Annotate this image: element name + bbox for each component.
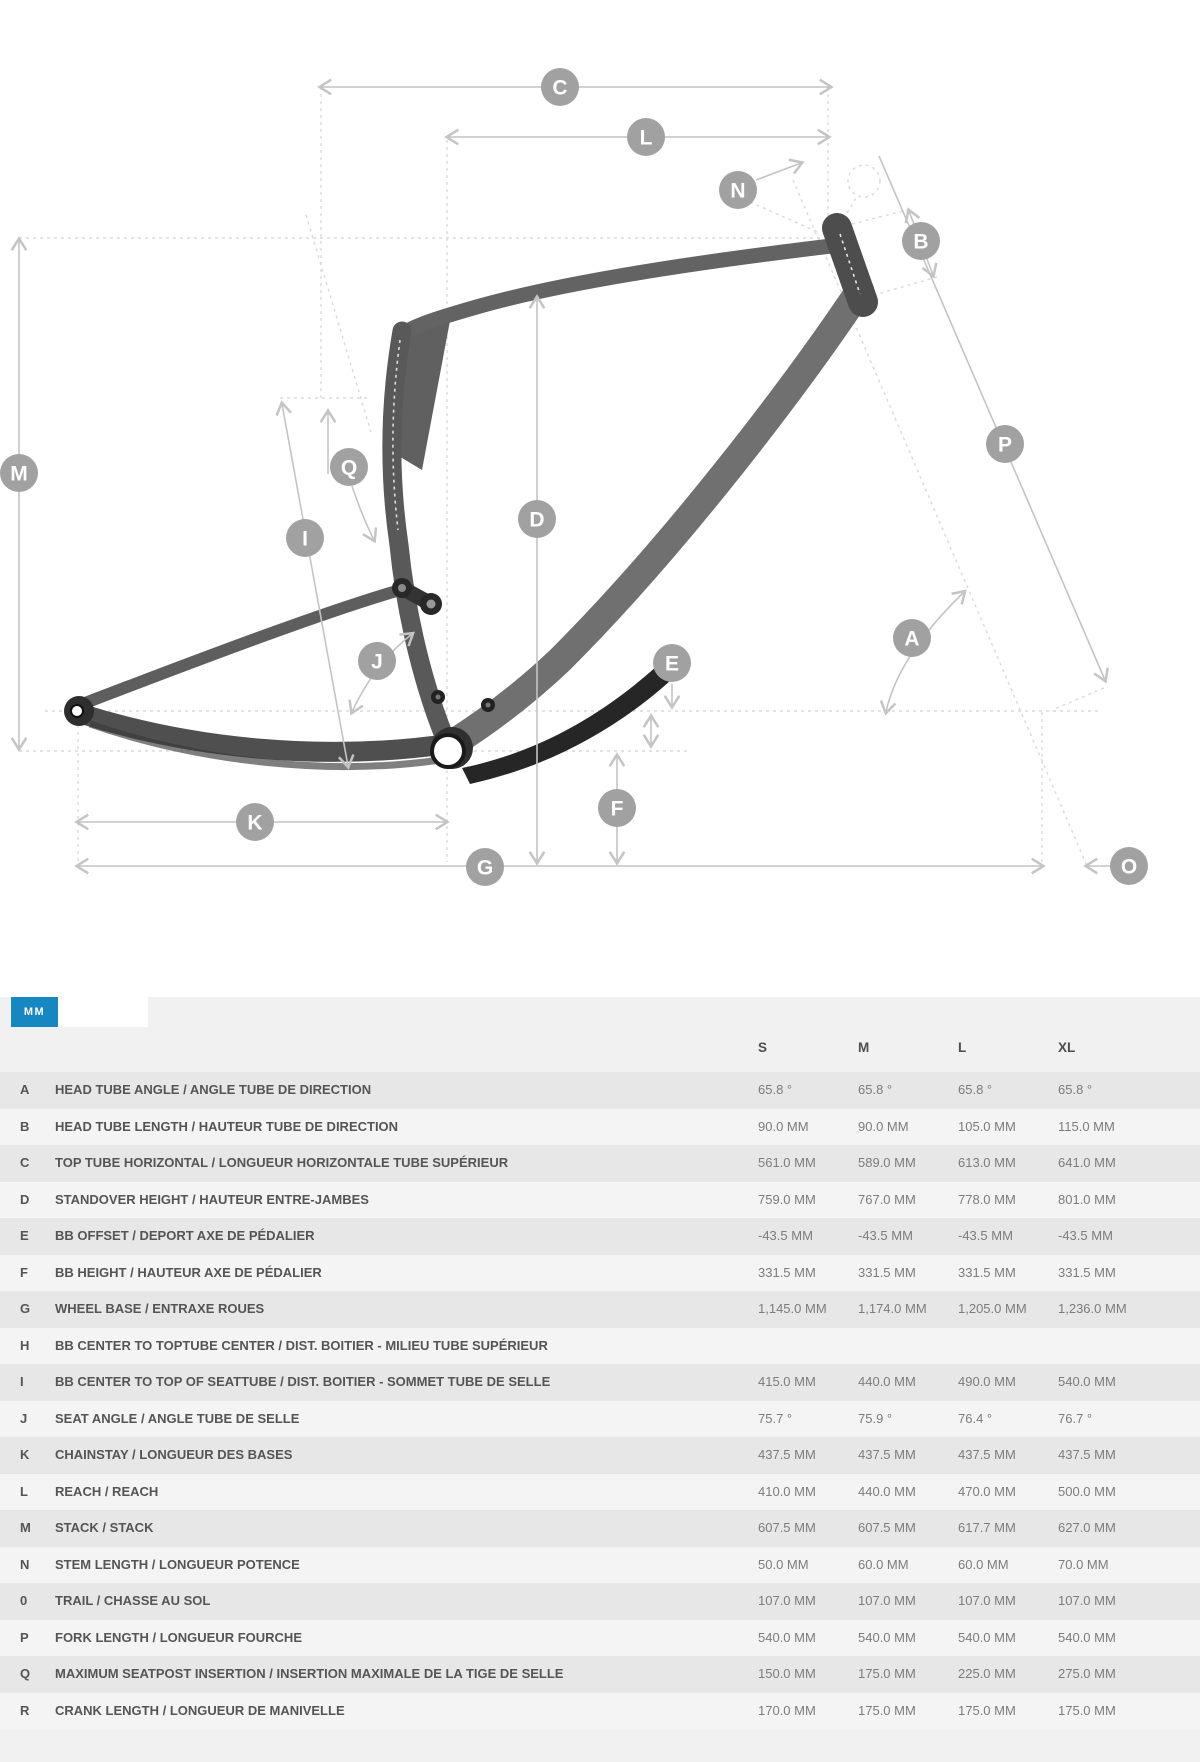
table-row: [0, 1182, 1200, 1219]
row-value: 415.0 MM: [758, 1374, 816, 1389]
row-value: 170.0 MM: [758, 1702, 816, 1718]
diagram-label-B: [902, 222, 940, 260]
row-value: 275.0 MM: [1058, 1666, 1116, 1681]
row-value: 410.0 MM: [758, 1483, 816, 1499]
row-value: 1,205.0 MM: [958, 1301, 1027, 1316]
diagram-labels: [0, 68, 1148, 886]
row-value: 75.9 °: [858, 1410, 893, 1426]
geometry-table-section: [0, 997, 1200, 1762]
row-value: 778.0 MM: [958, 1191, 1016, 1207]
row-value: 801.0 MM: [1058, 1191, 1116, 1207]
row-label: MAXIMUM SEATPOST INSERTION / INSERTION MAXIMALE DE LA TIGE DE SELLE: [55, 1666, 564, 1681]
row-label: BB HEIGHT / HAUTEUR AXE DE PÉDALIER: [55, 1264, 322, 1280]
row-value: 540.0 MM: [858, 1629, 916, 1645]
row-label: WHEEL BASE / ENTRAXE ROUES: [55, 1301, 265, 1316]
row-letter: J: [20, 1410, 28, 1426]
row-value: 331.5 MM: [858, 1264, 916, 1280]
svg-text:G: G: [476, 856, 494, 880]
row-letter: I: [20, 1374, 24, 1389]
row-letter: P: [20, 1629, 29, 1645]
row-value: 437.5 MM: [758, 1447, 816, 1462]
diagram-label-N: [719, 171, 757, 209]
column-header-xl: XL: [1058, 1040, 1076, 1055]
row-letter: E: [20, 1228, 29, 1243]
svg-text:A: A: [904, 627, 920, 651]
row-letter: G: [20, 1301, 31, 1316]
row-value: 540.0 MM: [1058, 1374, 1116, 1389]
row-value: 75.7 °: [758, 1410, 793, 1426]
table-row: [0, 1437, 1200, 1474]
row-letter: M: [20, 1520, 31, 1535]
row-value: 60.0 MM: [958, 1556, 1009, 1572]
row-letter: 0: [20, 1593, 28, 1608]
bb-center: [432, 735, 464, 767]
svg-text:I: I: [302, 527, 308, 551]
diagram-label-O: [1110, 847, 1148, 885]
bolt-center: [486, 703, 491, 708]
rear-axle: [71, 705, 83, 717]
diagram-label-P: [986, 425, 1024, 463]
row-value: 65.8 °: [1058, 1082, 1093, 1097]
svg-text:M: M: [10, 462, 28, 486]
row-value: -43.5 MM: [1058, 1228, 1113, 1243]
diagram-label-E: [653, 644, 691, 682]
table-row: [0, 1583, 1200, 1620]
row-label: SEAT ANGLE / ANGLE TUBE DE SELLE: [55, 1410, 300, 1426]
diagram-label-G: [466, 848, 504, 886]
row-value: 767.0 MM: [858, 1191, 916, 1207]
row-value: 470.0 MM: [958, 1483, 1016, 1499]
row-label: STANDOVER HEIGHT / HAUTEUR ENTRE-JAMBES: [55, 1191, 369, 1207]
row-value: 607.5 MM: [858, 1520, 916, 1535]
row-label: REACH / REACH: [55, 1483, 159, 1499]
row-value: 105.0 MM: [958, 1118, 1016, 1134]
row-value: 175.0 MM: [858, 1702, 916, 1718]
row-value: -43.5 MM: [858, 1228, 913, 1243]
column-header-l: L: [958, 1040, 967, 1055]
diagram-label-J: [358, 642, 396, 680]
row-label: TRAIL / CHASSE AU SOL: [55, 1593, 211, 1608]
row-label: BB OFFSET / DEPORT AXE DE PÉDALIER: [55, 1228, 315, 1243]
svg-text:B: B: [913, 230, 929, 254]
table-row: [0, 1693, 1200, 1730]
row-value: 331.5 MM: [958, 1264, 1016, 1280]
row-value: 107.0 MM: [858, 1593, 916, 1608]
row-value: 65.8 °: [958, 1082, 993, 1097]
diagram-label-Q: [330, 448, 368, 486]
svg-text:O: O: [1120, 855, 1138, 879]
table-row: [0, 1510, 1200, 1547]
diagram-label-A: [893, 619, 931, 657]
top-tube: [404, 244, 848, 333]
row-value: 76.7 °: [1058, 1410, 1093, 1426]
row-value: 440.0 MM: [858, 1374, 916, 1389]
svg-text:P: P: [997, 433, 1013, 457]
row-label: HEAD TUBE ANGLE / ANGLE TUBE DE DIRECTION: [55, 1082, 372, 1097]
row-value: 90.0 MM: [858, 1118, 909, 1134]
row-value: 150.0 MM: [758, 1666, 816, 1681]
unit-tabs: [11, 997, 148, 1027]
svg-text:E: E: [664, 652, 680, 676]
row-value: 65.8 °: [758, 1082, 793, 1097]
row-value: 1,236.0 MM: [1058, 1301, 1127, 1316]
diagram-label-F: [598, 789, 636, 827]
table-row: [0, 1291, 1200, 1328]
row-value: 175.0 MM: [958, 1702, 1016, 1718]
row-value: 500.0 MM: [1058, 1483, 1116, 1499]
row-value: 437.5 MM: [958, 1447, 1016, 1462]
row-value: 561.0 MM: [758, 1155, 816, 1170]
row-value: 613.0 MM: [958, 1155, 1016, 1170]
row-value: 225.0 MM: [958, 1666, 1016, 1681]
diagram-label-I: [286, 519, 324, 557]
row-value: 331.5 MM: [1058, 1264, 1116, 1280]
geometry-table-rows: [0, 1072, 1200, 1729]
unit-tab-in[interactable]: [58, 997, 148, 1027]
row-value: 175.0 MM: [1058, 1702, 1116, 1718]
row-letter: C: [20, 1155, 30, 1170]
row-letter: N: [20, 1556, 30, 1572]
row-letter: H: [20, 1337, 30, 1353]
row-value: 90.0 MM: [758, 1118, 809, 1134]
svg-text:Q: Q: [340, 456, 358, 480]
row-value: 440.0 MM: [858, 1483, 916, 1499]
row-value: 1,174.0 MM: [858, 1301, 927, 1316]
svg-text:J: J: [371, 650, 383, 674]
svg-text:K: K: [247, 811, 263, 835]
row-value: 627.0 MM: [1058, 1520, 1116, 1535]
row-value: 607.5 MM: [758, 1520, 816, 1535]
row-value: 76.4 °: [958, 1410, 993, 1426]
row-value: 759.0 MM: [758, 1191, 816, 1207]
diagram-label-D: [518, 500, 556, 538]
table-row: [0, 1145, 1200, 1182]
row-letter: R: [20, 1702, 30, 1718]
table-row: [0, 1364, 1200, 1401]
diagram-label-L: [627, 118, 665, 156]
row-label: TOP TUBE HORIZONTAL / LONGUEUR HORIZONTALE TUBE SUPÉRIEUR: [55, 1155, 509, 1170]
row-letter: Q: [20, 1666, 31, 1681]
row-value: 50.0 MM: [758, 1556, 809, 1572]
row-label: STACK / STACK: [55, 1520, 154, 1535]
svg-text:F: F: [610, 797, 624, 821]
table-row: [0, 1656, 1200, 1693]
row-value: 540.0 MM: [958, 1629, 1016, 1645]
row-letter: F: [20, 1264, 28, 1280]
row-value: 540.0 MM: [758, 1629, 816, 1645]
bike-frame-illustration: [64, 228, 863, 784]
row-letter: B: [20, 1118, 30, 1134]
table-row: [0, 1401, 1200, 1438]
row-value: 437.5 MM: [1058, 1447, 1116, 1462]
row-label: CHAINSTAY / LONGUEUR DES BASES: [55, 1447, 293, 1462]
unit-tab-mm[interactable]: MM: [11, 997, 58, 1027]
row-label: BB CENTER TO TOPTUBE CENTER / DIST. BOITIER - MILIEU TUBE SUPÉRIEUR: [55, 1337, 548, 1353]
bolt-center: [436, 695, 441, 700]
row-value: 540.0 MM: [1058, 1629, 1116, 1645]
row-value: 617.7 MM: [958, 1520, 1016, 1535]
row-label: HEAD TUBE LENGTH / HAUTEUR TUBE DE DIRECTION: [55, 1118, 399, 1134]
table-row: [0, 1072, 1200, 1109]
row-letter: D: [20, 1191, 30, 1207]
table-row: [0, 1620, 1200, 1657]
row-value: -43.5 MM: [758, 1228, 813, 1243]
column-header-m: M: [858, 1040, 870, 1055]
row-label: CRANK LENGTH / LONGUEUR DE MANIVELLE: [55, 1702, 345, 1718]
row-value: 589.0 MM: [858, 1155, 916, 1170]
row-letter: K: [20, 1447, 30, 1462]
table-row: [0, 1474, 1200, 1511]
row-value: 107.0 MM: [958, 1593, 1016, 1608]
table-row: [0, 1547, 1200, 1584]
pivot-bolt-center: [427, 600, 436, 609]
row-value: 1,145.0 MM: [758, 1301, 827, 1316]
pivot-bolt-center: [398, 584, 406, 592]
row-value: 65.8 °: [858, 1082, 893, 1097]
row-label: FORK LENGTH / LONGUEUR FOURCHE: [55, 1629, 302, 1645]
row-letter: A: [20, 1082, 30, 1097]
svg-text:L: L: [639, 126, 653, 150]
table-row: [0, 1218, 1200, 1255]
svg-text:D: D: [529, 508, 545, 532]
column-header-s: S: [758, 1040, 768, 1055]
row-letter: L: [20, 1483, 28, 1499]
row-label: BB CENTER TO TOP OF SEATTUBE / DIST. BOITIER - SOMMET TUBE DE SELLE: [55, 1374, 551, 1389]
diagram-label-C: [541, 68, 579, 106]
row-value: 490.0 MM: [958, 1374, 1016, 1389]
table-row: [0, 1328, 1200, 1365]
svg-text:C: C: [552, 76, 568, 100]
row-value: 115.0 MM: [1058, 1118, 1115, 1134]
svg-text:N: N: [730, 179, 746, 203]
row-value: 107.0 MM: [758, 1593, 816, 1608]
chainstay: [82, 714, 448, 752]
row-value: 641.0 MM: [1058, 1155, 1116, 1170]
diagram-label-M: [0, 454, 38, 492]
diagram-label-K: [236, 803, 274, 841]
row-value: -43.5 MM: [958, 1228, 1013, 1243]
row-value: 175.0 MM: [858, 1666, 916, 1681]
row-value: 60.0 MM: [858, 1556, 909, 1572]
row-value: 331.5 MM: [758, 1264, 816, 1280]
size-column-headers: [0, 1040, 1200, 1066]
table-row: [0, 1255, 1200, 1292]
row-value: 437.5 MM: [858, 1447, 916, 1462]
row-value: 107.0 MM: [1058, 1593, 1116, 1608]
table-row: [0, 1109, 1200, 1146]
seatstay: [80, 590, 400, 705]
row-value: 70.0 MM: [1058, 1556, 1109, 1572]
row-label: STEM LENGTH / LONGUEUR POTENCE: [55, 1556, 300, 1572]
